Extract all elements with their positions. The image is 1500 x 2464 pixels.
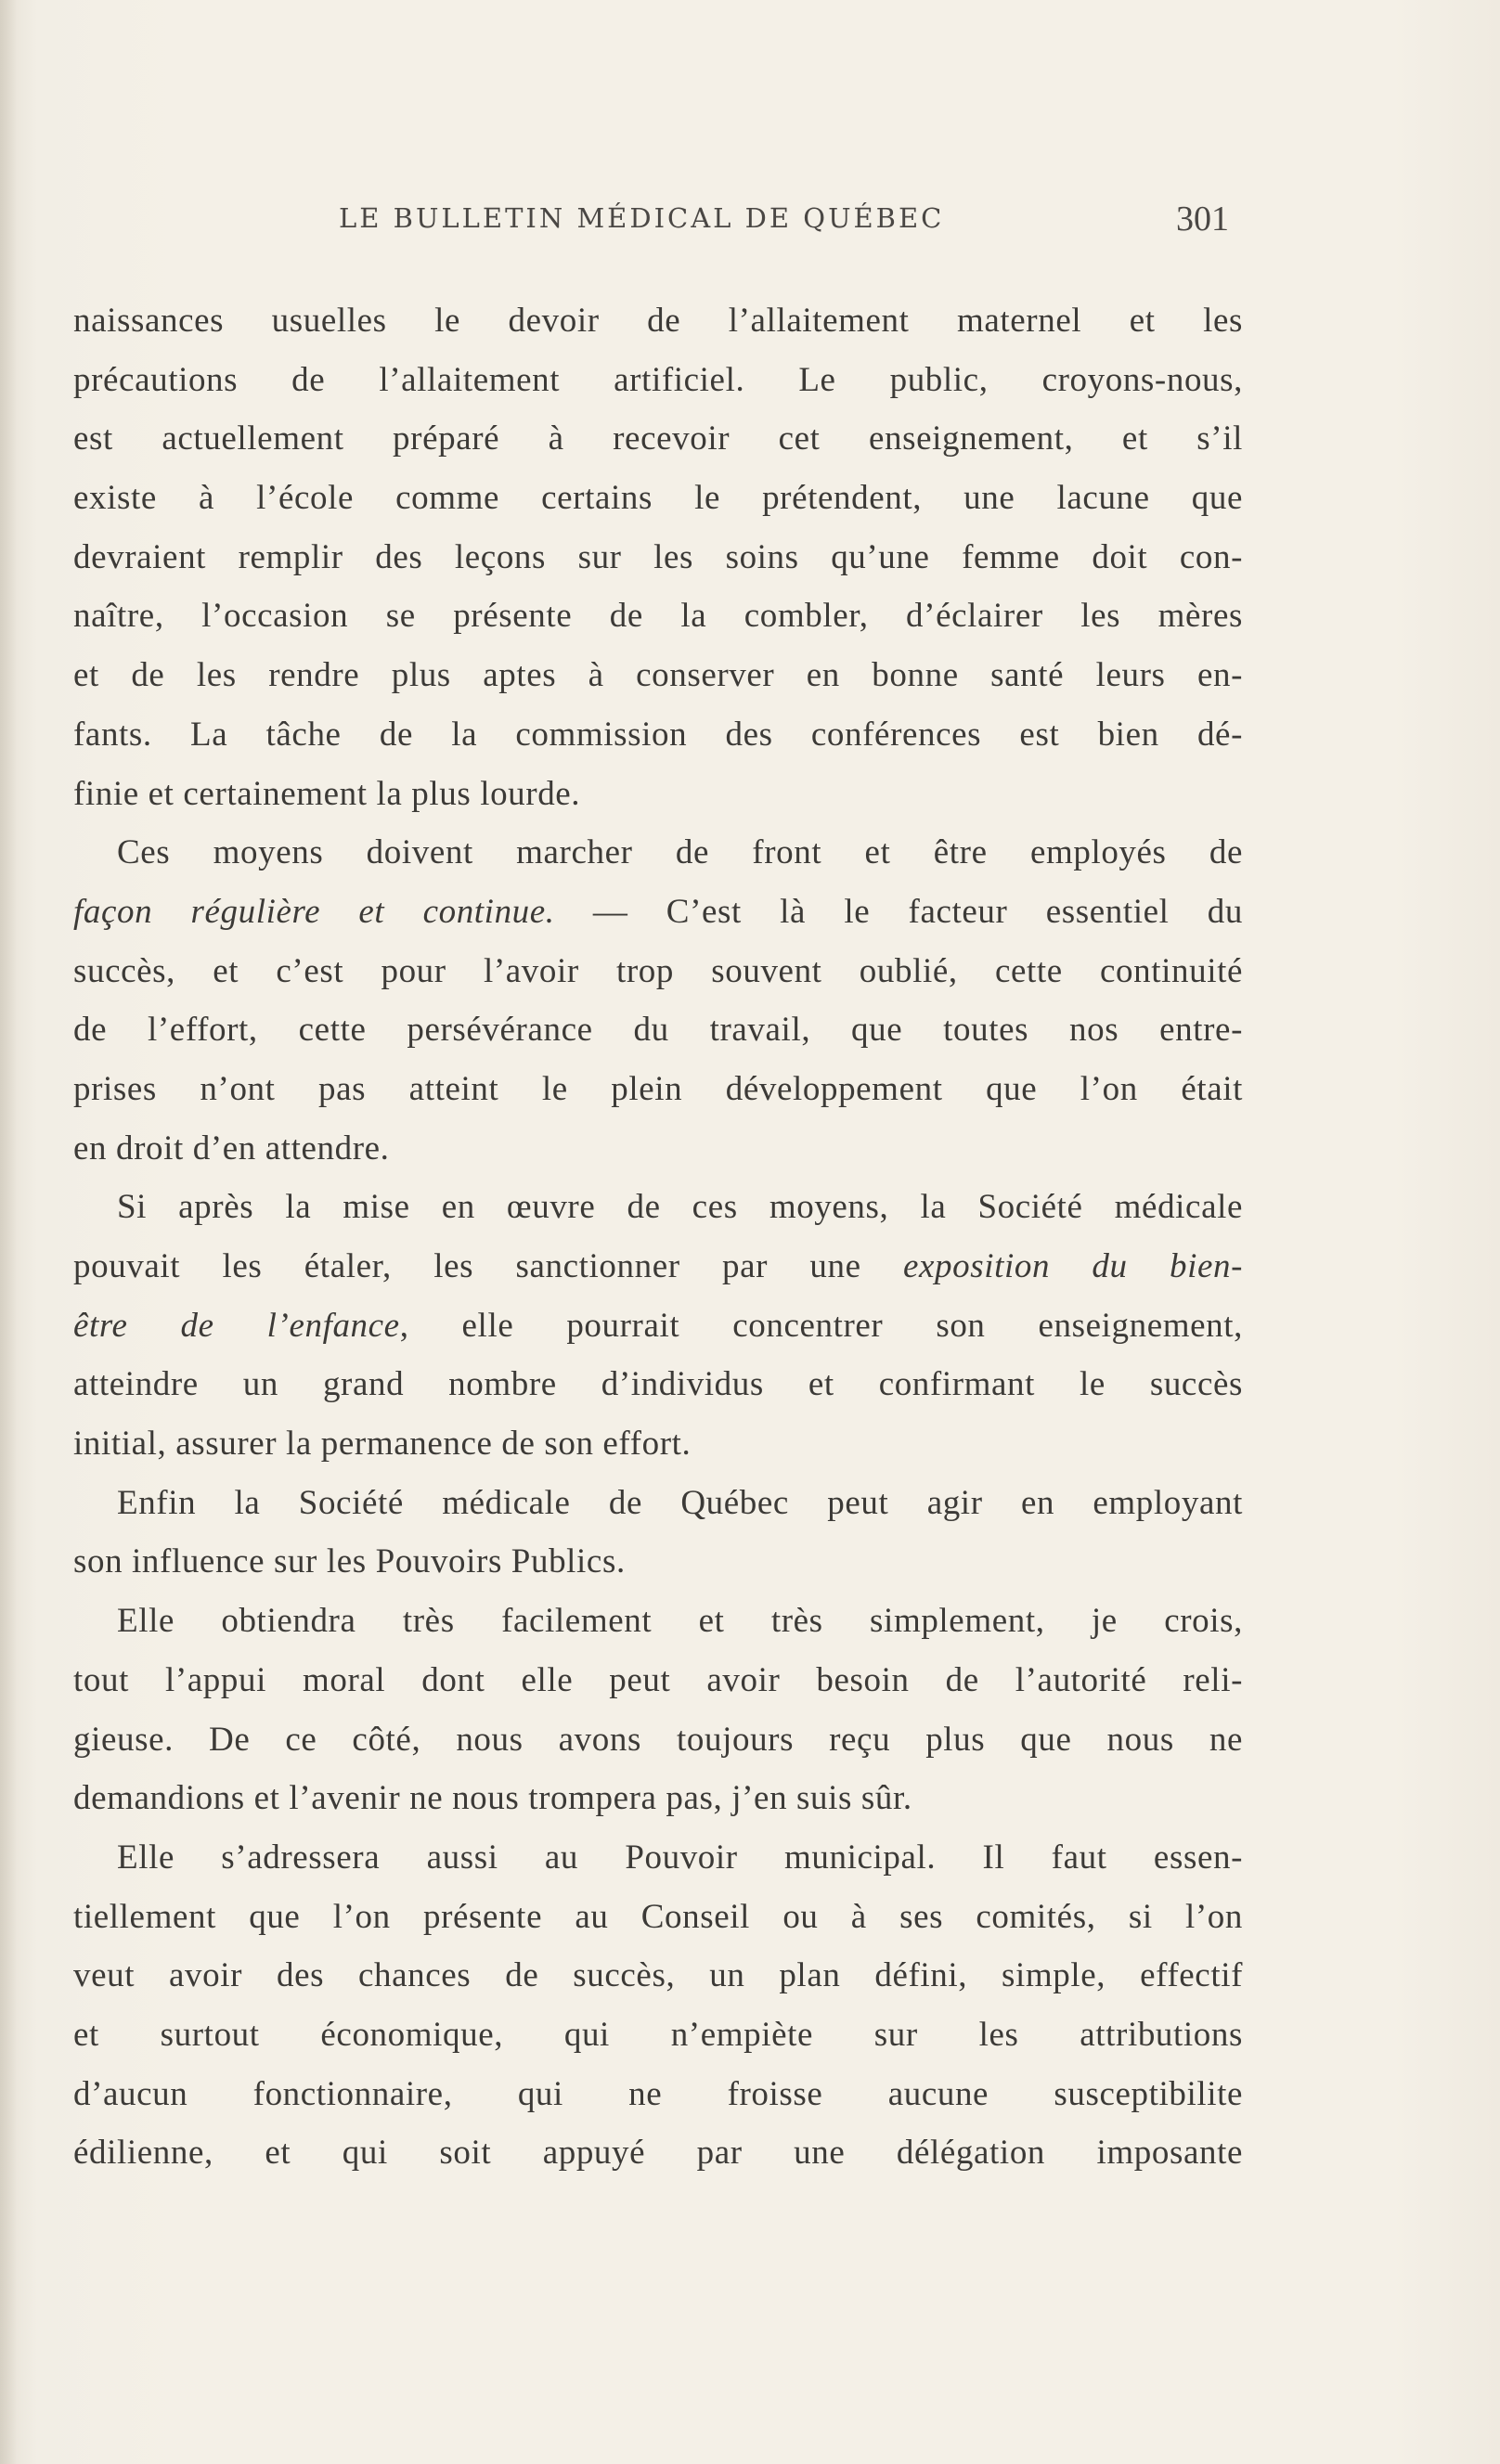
- text-segment: son influence sur les Pouvoirs Publics.: [73, 1542, 626, 1581]
- text-segment: tiellement que l’on présente au Conseil ou à ses comités, si l’on: [73, 1897, 1243, 1936]
- text-line: [73, 1710, 1243, 1770]
- text-line: [73, 291, 1243, 351]
- text-segment: est actuellement préparé à recevoir cet enseignement, et s’il: [73, 419, 1243, 458]
- text-line: [73, 351, 1243, 410]
- text-segment: édilienne, et qui soit appuyé par une délégation imposante: [73, 2134, 1243, 2173]
- text-line: [73, 765, 1243, 824]
- running-head: LE BULLETIN MÉDICAL DE QUÉBEC: [339, 202, 945, 234]
- italic-text-segment: être de l’enfance: [73, 1306, 400, 1345]
- text-segment: naissances usuelles le devoir de l’allaitement maternel et les: [73, 302, 1243, 340]
- text-segment: initial, assurer la permanence de son effort.: [73, 1425, 692, 1464]
- text-segment: devraient remplir des leçons sur les soins qu’une femme doit con-: [73, 537, 1243, 576]
- text-line: [73, 1888, 1243, 1947]
- text-line: [73, 1828, 1243, 1888]
- binding-shadow: [0, 0, 17, 2464]
- text-segment: naître, l’occasion se présente de la combler, d’éclairer les mères: [73, 597, 1243, 636]
- text-segment: succès, et c’est pour l’avoir trop souvent oublié, cette continuité: [73, 951, 1243, 990]
- text-segment: et de les rendre plus aptes à conserver en bonne santé leurs en-: [73, 656, 1243, 695]
- text-line: [73, 2065, 1243, 2124]
- text-line: [73, 2123, 1243, 2183]
- text-line: [73, 883, 1243, 942]
- text-segment: , elle pourrait concentrer son enseignement,: [399, 1306, 1243, 1345]
- text-line: [73, 1769, 1243, 1828]
- text-segment: finie et certainement la plus lourde.: [73, 774, 581, 813]
- text-line: [73, 1474, 1243, 1533]
- text-line: [73, 469, 1243, 528]
- text-segment: Enfin la Société médicale de Québec peut agir en employant: [117, 1483, 1243, 1522]
- text-segment: Elle obtiendra très facilement et très simplement, je crois,: [117, 1602, 1243, 1641]
- italic-text-segment: exposition du bien-: [902, 1247, 1243, 1285]
- text-line: [73, 1532, 1243, 1592]
- text-line: [73, 1946, 1243, 2006]
- text-segment: Elle s’adressera aussi au Pouvoir municipal. Il faut essen-: [117, 1838, 1243, 1877]
- page-number: 301: [1176, 200, 1229, 239]
- text-segment: prises n’ont pas atteint le plein développement que l’on était: [73, 1069, 1243, 1108]
- text-line: [73, 528, 1243, 587]
- text-line: [73, 1592, 1243, 1651]
- text-line: [73, 1651, 1243, 1710]
- text-line: [73, 587, 1243, 646]
- text-line: [73, 1414, 1243, 1474]
- text-line: [73, 1119, 1243, 1179]
- text-segment: gieuse. De ce côté, nous avons toujours reçu plus que nous ne: [73, 1720, 1243, 1759]
- text-segment: pouvait les étaler, les sanctionner par une: [73, 1247, 903, 1285]
- text-line: [73, 1178, 1243, 1237]
- text-segment: Ces moyens doivent marcher de front et être employés de: [117, 833, 1243, 872]
- text-segment: en droit d’en attendre.: [73, 1129, 390, 1167]
- text-line: [73, 1000, 1243, 1060]
- italic-text-segment: façon régulière et continue.: [73, 892, 555, 931]
- text-segment: existe à l’école comme certains le prétendent, une lacune que: [73, 479, 1243, 518]
- text-segment: et surtout économique, qui n’empiète sur les attributions: [73, 2015, 1243, 2054]
- text-segment: demandions et l’avenir ne nous trompera pas, j’en suis sûr.: [73, 1779, 912, 1818]
- text-segment: tout l’appui moral dont elle peut avoir besoin de l’autorité reli-: [73, 1660, 1243, 1699]
- text-line: [73, 942, 1243, 1001]
- text-segment: — C’est là le facteur essentiel du: [554, 892, 1243, 931]
- text-line: [73, 2006, 1243, 2065]
- text-segment: fants. La tâche de la commission des conférences est bien dé-: [73, 715, 1243, 754]
- text-line: [73, 646, 1243, 705]
- text-line: [73, 1297, 1243, 1356]
- text-segment: Si après la mise en œuvre de ces moyens, la Société médicale: [117, 1188, 1243, 1227]
- body-text: [73, 291, 1243, 2183]
- text-line: [73, 1237, 1243, 1297]
- text-line: [73, 1060, 1243, 1119]
- text-line: [73, 1355, 1243, 1414]
- text-segment: précautions de l’allaitement artificiel. Le public, croyons-nous,: [73, 360, 1243, 399]
- text-segment: de l’effort, cette persévérance du travail, que toutes nos entre-: [73, 1011, 1243, 1050]
- text-line: [73, 409, 1243, 469]
- text-segment: veut avoir des chances de succès, un plan défini, simple, effectif: [73, 1956, 1243, 1995]
- text-line: [73, 705, 1243, 765]
- text-line: [73, 823, 1243, 883]
- text-segment: d’aucun fonctionnaire, qui ne froisse aucune susceptibilite: [73, 2074, 1243, 2113]
- text-segment: atteindre un grand nombre d’individus et confirmant le succès: [73, 1365, 1243, 1404]
